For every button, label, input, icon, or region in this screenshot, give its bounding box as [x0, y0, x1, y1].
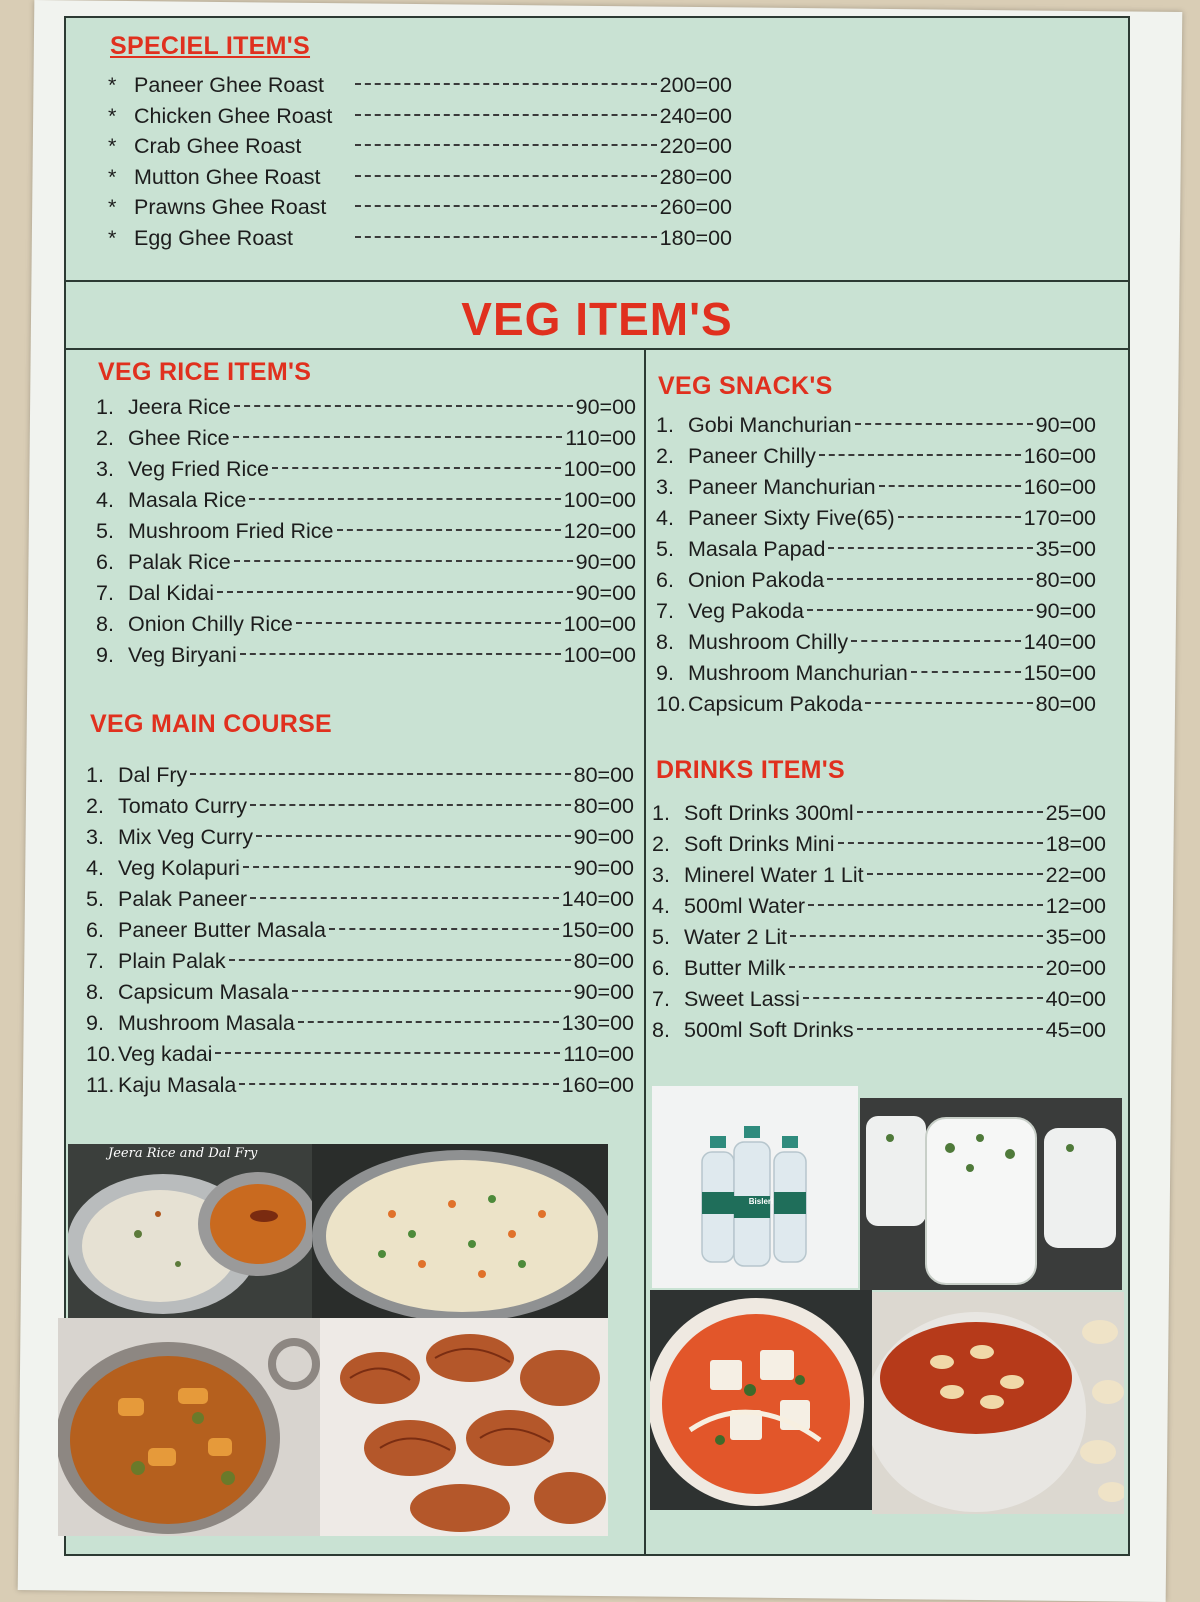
leader-dashes	[857, 1028, 1043, 1030]
leader-dashes	[355, 175, 657, 177]
leader-dashes	[355, 236, 657, 238]
menu-item	[652, 798, 1106, 829]
item-number: 10.	[656, 692, 686, 716]
item-number: 8.	[86, 980, 104, 1004]
item-price: 140=00	[1023, 630, 1096, 654]
leader-dashes	[337, 529, 561, 531]
menu-item	[108, 70, 732, 101]
leader-dashes	[838, 842, 1043, 844]
item-bullet: *	[108, 134, 117, 158]
item-number: 5.	[656, 537, 674, 561]
item-price: 80=00	[573, 763, 634, 787]
menu-item	[108, 192, 732, 223]
leader-dashes	[857, 811, 1043, 813]
item-number: 7.	[656, 599, 674, 623]
item-number: 4.	[96, 488, 114, 512]
item-number: 11.	[86, 1073, 115, 1097]
menu-item	[86, 1070, 634, 1101]
leader-dashes	[250, 897, 559, 899]
menu-item	[652, 891, 1106, 922]
item-name: Paneer Butter Masala	[118, 918, 326, 942]
item-name: Paneer Manchurian	[688, 475, 876, 499]
item-price: 45=00	[1045, 1018, 1106, 1042]
item-number: 6.	[96, 550, 114, 574]
leader-dashes	[249, 498, 560, 500]
menu-item	[96, 454, 636, 485]
veg-snacks-title: VEG SNACK'S	[658, 372, 833, 400]
leader-dashes	[807, 609, 1033, 611]
item-number: 8.	[656, 630, 674, 654]
item-name: Butter Milk	[684, 956, 786, 980]
veg-curry-photo	[58, 1318, 320, 1536]
menu-item	[656, 627, 1096, 658]
item-name: Mushroom Manchurian	[688, 661, 908, 685]
item-name: Veg Kolapuri	[118, 856, 240, 880]
item-price: 35=00	[1035, 537, 1096, 561]
item-price: 260=00	[659, 195, 732, 219]
menu-item	[656, 472, 1096, 503]
leader-dashes	[250, 804, 571, 806]
menu-item	[86, 884, 634, 915]
menu-item	[86, 791, 634, 822]
item-price: 150=00	[561, 918, 634, 942]
item-bullet: *	[108, 73, 117, 97]
menu-item	[656, 410, 1096, 441]
item-name: 500ml Soft Drinks	[684, 1018, 854, 1042]
item-price: 130=00	[561, 1011, 634, 1035]
leader-dashes	[911, 671, 1021, 673]
item-price: 110=00	[565, 426, 636, 450]
item-number: 4.	[656, 506, 674, 530]
item-price: 100=00	[563, 612, 636, 636]
item-price: 100=00	[563, 643, 636, 667]
item-name: Gobi Manchurian	[688, 413, 852, 437]
divider-veg-title	[66, 348, 1128, 350]
item-name: Chicken Ghee Roast	[134, 103, 333, 128]
menu-item	[96, 578, 636, 609]
item-name: Mutton Ghee Roast	[134, 164, 321, 189]
item-price: 90=00	[1035, 599, 1096, 623]
item-number: 4.	[86, 856, 104, 880]
menu-item	[108, 131, 732, 162]
item-number: 7.	[652, 987, 670, 1011]
item-bullet: *	[108, 225, 117, 250]
item-bullet: *	[108, 164, 117, 189]
item-price: 110=00	[563, 1042, 634, 1066]
butter-milk-photo	[860, 1098, 1122, 1290]
leader-dashes	[243, 866, 571, 868]
leader-dashes	[827, 578, 1032, 580]
item-name: Palak Rice	[128, 550, 231, 574]
menu-item	[96, 609, 636, 640]
menu-item	[108, 162, 732, 193]
item-name: Tomato Curry	[118, 794, 248, 818]
leader-dashes	[239, 1083, 558, 1085]
item-number: 1.	[652, 801, 670, 825]
paneer-butter-masala-photo	[650, 1290, 872, 1510]
item-name: Dal Kidai	[128, 581, 215, 605]
leader-dashes	[355, 83, 657, 85]
menu-item	[652, 922, 1106, 953]
item-price: 120=00	[563, 519, 636, 543]
item-number: 2.	[656, 444, 674, 468]
item-name: Egg Ghee Roast	[134, 225, 293, 250]
item-price: 80=00	[1035, 568, 1096, 592]
menu-item	[86, 977, 634, 1008]
item-number: 2.	[86, 794, 104, 818]
leader-dashes	[851, 640, 1021, 642]
veg-title: VEG ITEM'S	[461, 293, 733, 345]
item-name: Dal Fry	[118, 763, 188, 787]
item-number: 2.	[652, 832, 670, 856]
menu-item	[656, 441, 1096, 472]
leader-dashes	[898, 516, 1021, 518]
item-price: 90=00	[575, 581, 636, 605]
item-number: 9.	[656, 661, 674, 685]
item-number: 3.	[96, 457, 114, 481]
jeera-rice-caption: Jeera Rice and Dal Fry	[108, 1146, 258, 1161]
item-price: 200=00	[659, 73, 732, 97]
item-name: Mushroom Chilly	[688, 630, 849, 654]
item-number: 6.	[656, 568, 674, 592]
leader-dashes	[229, 959, 571, 961]
item-name: Onion Pakoda	[688, 568, 825, 592]
leader-dashes	[865, 702, 1032, 704]
veg-biryani-photo	[312, 1144, 608, 1318]
item-price: 80=00	[1035, 692, 1096, 716]
item-name: Veg Fried Rice	[128, 457, 270, 481]
menu-item	[656, 565, 1096, 596]
item-price: 140=00	[561, 887, 634, 911]
leader-dashes	[789, 966, 1043, 968]
item-number: 3.	[652, 863, 670, 887]
item-price: 240=00	[659, 103, 732, 128]
item-price: 160=00	[1023, 475, 1096, 499]
item-price: 160=00	[561, 1073, 634, 1097]
item-name: Palak Paneer	[118, 887, 248, 911]
menu-item	[96, 423, 636, 454]
leader-dashes	[298, 1021, 559, 1023]
veg-main-list	[86, 760, 634, 1101]
item-price: 170=00	[1023, 506, 1096, 530]
menu-item	[652, 829, 1106, 860]
leader-dashes	[256, 835, 571, 837]
item-price: 90=00	[573, 856, 634, 880]
item-price: 90=00	[1035, 413, 1096, 437]
leader-dashes	[190, 773, 570, 775]
menu-item	[656, 658, 1096, 689]
menu-item	[86, 853, 634, 884]
item-name: Capsicum Masala	[118, 980, 289, 1004]
water-bottles-photo	[652, 1086, 858, 1288]
menu-item	[86, 915, 634, 946]
menu-item	[656, 596, 1096, 627]
menu-item	[656, 503, 1096, 534]
item-price: 90=00	[575, 550, 636, 574]
item-name: Soft Drinks Mini	[684, 832, 835, 856]
drinks-title: DRINKS ITEM'S	[656, 756, 846, 784]
item-number: 7.	[86, 949, 104, 973]
item-price: 35=00	[1045, 925, 1106, 949]
item-name: Masala Rice	[128, 488, 247, 512]
item-name: Masala Papad	[688, 537, 826, 561]
leader-dashes	[828, 547, 1032, 549]
item-price: 180=00	[659, 225, 732, 250]
item-number: 8.	[96, 612, 114, 636]
special-title: SPECIEL ITEM'S	[110, 32, 311, 60]
item-price: 90=00	[573, 825, 634, 849]
item-name: Minerel Water 1 Lit	[684, 863, 864, 887]
item-price: 90=00	[575, 395, 636, 419]
item-name: Mix Veg Curry	[118, 825, 254, 849]
menu-item	[96, 485, 636, 516]
item-name: Onion Chilly Rice	[128, 612, 293, 636]
menu-item	[652, 1015, 1106, 1046]
item-price: 220=00	[659, 134, 732, 158]
leader-dashes	[296, 622, 561, 624]
item-price: 80=00	[573, 949, 634, 973]
item-number: 7.	[96, 581, 114, 605]
leader-dashes	[215, 1052, 560, 1054]
leader-dashes	[790, 935, 1042, 937]
item-number: 3.	[86, 825, 104, 849]
leader-dashes	[355, 114, 657, 116]
leader-dashes	[355, 205, 657, 207]
drinks-list	[652, 798, 1106, 1046]
item-name: Veg Pakoda	[688, 599, 804, 623]
menu-item	[652, 860, 1106, 891]
veg-main-title: VEG MAIN COURSE	[90, 710, 333, 738]
item-name: Soft Drinks 300ml	[684, 801, 854, 825]
item-price: 18=00	[1045, 832, 1106, 856]
item-number: 1.	[656, 413, 674, 437]
item-name: Kaju Masala	[118, 1073, 237, 1097]
menu-item	[86, 822, 634, 853]
item-name: Plain Palak	[118, 949, 226, 973]
item-name: Prawns Ghee Roast	[134, 195, 327, 219]
veg-snacks-list	[656, 410, 1096, 720]
leader-dashes	[233, 436, 563, 438]
menu-item	[108, 101, 732, 132]
item-name: Sweet Lassi	[684, 987, 800, 1011]
menu-item	[656, 534, 1096, 565]
divider-special	[66, 280, 1128, 282]
bottle-label: Bisleri	[748, 1197, 774, 1206]
item-number: 6.	[86, 918, 104, 942]
item-number: 9.	[96, 643, 114, 667]
onion-pakoda-photo	[320, 1318, 608, 1536]
leader-dashes	[867, 873, 1043, 875]
menu-item	[86, 1008, 634, 1039]
leader-dashes	[234, 405, 573, 407]
leader-dashes	[879, 485, 1021, 487]
leader-dashes	[355, 144, 657, 146]
item-price: 90=00	[573, 980, 634, 1004]
item-name: Jeera Rice	[128, 395, 231, 419]
item-name: Paneer Chilly	[688, 444, 816, 468]
divider-columns	[644, 348, 646, 1554]
item-price: 22=00	[1045, 863, 1106, 887]
item-number: 5.	[96, 519, 114, 543]
jeera-rice-dal-photo	[68, 1144, 312, 1318]
item-name: Paneer Sixty Five(65)	[688, 506, 895, 530]
menu-item	[86, 760, 634, 791]
leader-dashes	[329, 928, 559, 930]
menu-item	[86, 946, 634, 977]
menu-item	[108, 223, 732, 254]
item-bullet: *	[108, 103, 117, 128]
item-name: 500ml Water	[684, 894, 806, 918]
item-number: 3.	[656, 475, 674, 499]
menu-item	[652, 953, 1106, 984]
menu-item	[96, 516, 636, 547]
item-number: 1.	[96, 395, 114, 419]
item-price: 12=00	[1045, 894, 1106, 918]
menu-item	[96, 547, 636, 578]
leader-dashes	[808, 904, 1043, 906]
leader-dashes	[217, 591, 573, 593]
leader-dashes	[240, 653, 561, 655]
item-name: Water 2 Lit	[684, 925, 788, 949]
item-name: Capsicum Pakoda	[688, 692, 863, 716]
item-name: Crab Ghee Roast	[134, 134, 302, 158]
item-name: Ghee Rice	[128, 426, 230, 450]
item-number: 4.	[652, 894, 670, 918]
leader-dashes	[234, 560, 573, 562]
menu-item	[656, 689, 1096, 720]
veg-rice-list	[96, 392, 636, 671]
leader-dashes	[855, 423, 1033, 425]
item-price: 160=00	[1023, 444, 1096, 468]
item-price: 150=00	[1023, 661, 1096, 685]
item-number: 1.	[86, 763, 104, 787]
menu-item	[96, 640, 636, 671]
menu-item	[86, 1039, 634, 1070]
item-number: 5.	[652, 925, 670, 949]
menu-card	[64, 16, 1130, 1556]
item-name: Veg Biryani	[128, 643, 237, 667]
item-number: 5.	[86, 887, 104, 911]
special-list	[108, 70, 732, 253]
item-number: 9.	[86, 1011, 104, 1035]
item-number: 2.	[96, 426, 114, 450]
item-price: 100=00	[563, 457, 636, 481]
leader-dashes	[292, 990, 571, 992]
menu-item	[96, 392, 636, 423]
item-price: 80=00	[573, 794, 634, 818]
item-number: 10.	[86, 1042, 116, 1066]
item-price: 20=00	[1045, 956, 1106, 980]
item-name: Veg kadai	[118, 1042, 213, 1066]
menu-item	[652, 984, 1106, 1015]
leader-dashes	[819, 454, 1021, 456]
item-name: Mushroom Masala	[118, 1011, 295, 1035]
item-number: 6.	[652, 956, 670, 980]
item-price: 25=00	[1045, 801, 1106, 825]
leader-dashes	[272, 467, 561, 469]
item-bullet: *	[108, 195, 117, 219]
item-name: Paneer Ghee Roast	[134, 73, 325, 97]
item-price: 40=00	[1045, 987, 1106, 1011]
item-number: 8.	[652, 1018, 670, 1042]
kaju-masala-photo	[872, 1292, 1124, 1514]
veg-rice-title: VEG RICE ITEM'S	[98, 358, 312, 386]
leader-dashes	[803, 997, 1043, 999]
item-price: 100=00	[563, 488, 636, 512]
item-name: Mushroom Fried Rice	[128, 519, 334, 543]
item-price: 280=00	[659, 164, 732, 189]
